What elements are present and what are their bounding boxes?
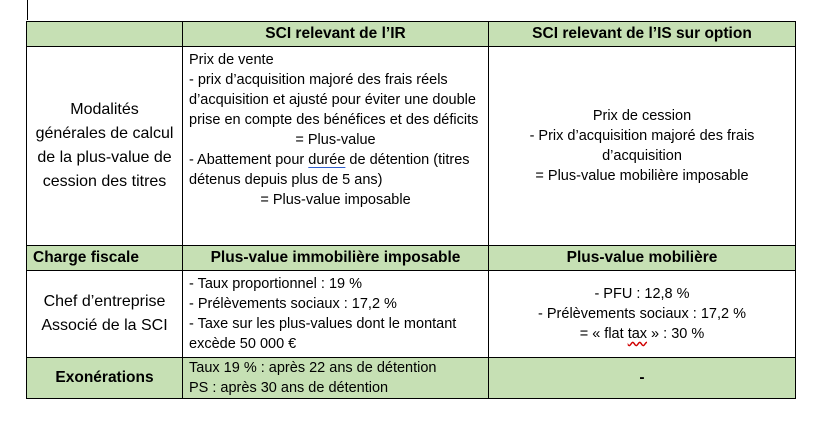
ir-exonerations-cell [183,358,489,399]
ir-line-prix-acquisition: - prix d’acquisition majoré des frais réels d’acquisition et ajusté pour éviter une double prise en compte des bénéfices et des déficits [189,72,479,128]
ir-chef-entreprise-cell [183,271,489,358]
is-line-prix-cession: Prix de cession [592,108,692,124]
row-modalites [27,47,796,246]
header-sci-is: SCI relevant de l’IS sur option [489,22,796,47]
row-charge-fiscale [27,246,796,271]
row-chef-entreprise [27,271,796,358]
is-flat-tax-suffix: » : 30 % [647,326,705,342]
ir-line-plus-value-imposable: = Plus-value imposable [260,192,411,208]
ir-line-plus-value: = Plus-value [295,132,376,148]
is-line-flat-tax [495,324,789,344]
is-chef-entreprise-cell [489,271,796,358]
row-label-chef-entreprise: Chef d’entreprise Associé de la SCI [27,271,183,358]
is-line-pfu: - PFU : 12,8 % [594,286,690,302]
row-label-exonerations: Exonérations [27,358,183,399]
ir-line-exo-ps: PS : après 30 ans de détention [189,380,389,396]
ir-abattement-duree: durée [308,152,346,168]
is-flat-tax-word: tax [627,326,648,342]
ir-modalites-cell [183,47,489,246]
is-line-plus-value-imposable: = Plus-value mobilière imposable [535,168,749,184]
ir-line-abattement [189,150,482,190]
ir-line-taux: - Taux proportionnel : 19 % [189,276,363,292]
ir-line-exo-taux: Taux 19 % : après 22 ans de détention [189,360,437,376]
is-modalites-cell [489,47,796,246]
is-line-prix-acquisition: - Prix d’acquisition majoré des frais d’acquisition [529,128,755,164]
is-charge-fiscale: Plus-value mobilière [489,246,796,271]
ir-abattement-suffix: de détention (titres détenus depuis plus de 5 ans) [189,152,470,188]
comparison-table [26,21,796,399]
header-sci-ir: SCI relevant de l’IR [183,22,489,47]
ir-abattement-prefix: - Abattement pour [189,152,309,168]
ir-charge-fiscale: Plus-value immobilière imposable [183,246,489,271]
is-exonerations: - [489,358,796,399]
ir-line-prix-vente: Prix de vente [189,52,274,68]
text-cursor-line [27,0,28,20]
is-line-prelevements: - Prélèvements sociaux : 17,2 % [538,306,746,322]
row-label-charge-fiscale: Charge fiscale [27,246,183,271]
ir-line-taxe: - Taxe sur les plus-values dont le montant excède 50 000 € [189,316,457,352]
ir-line-prelevements: - Prélèvements sociaux : 17,2 % [189,296,397,312]
header-empty-cell [27,22,183,47]
header-row [27,22,796,47]
row-label-modalites: Modalités générales de calcul de la plus-value de cession des titres [27,47,183,246]
is-flat-tax-prefix: = « flat [579,326,628,342]
row-exonerations [27,358,796,399]
